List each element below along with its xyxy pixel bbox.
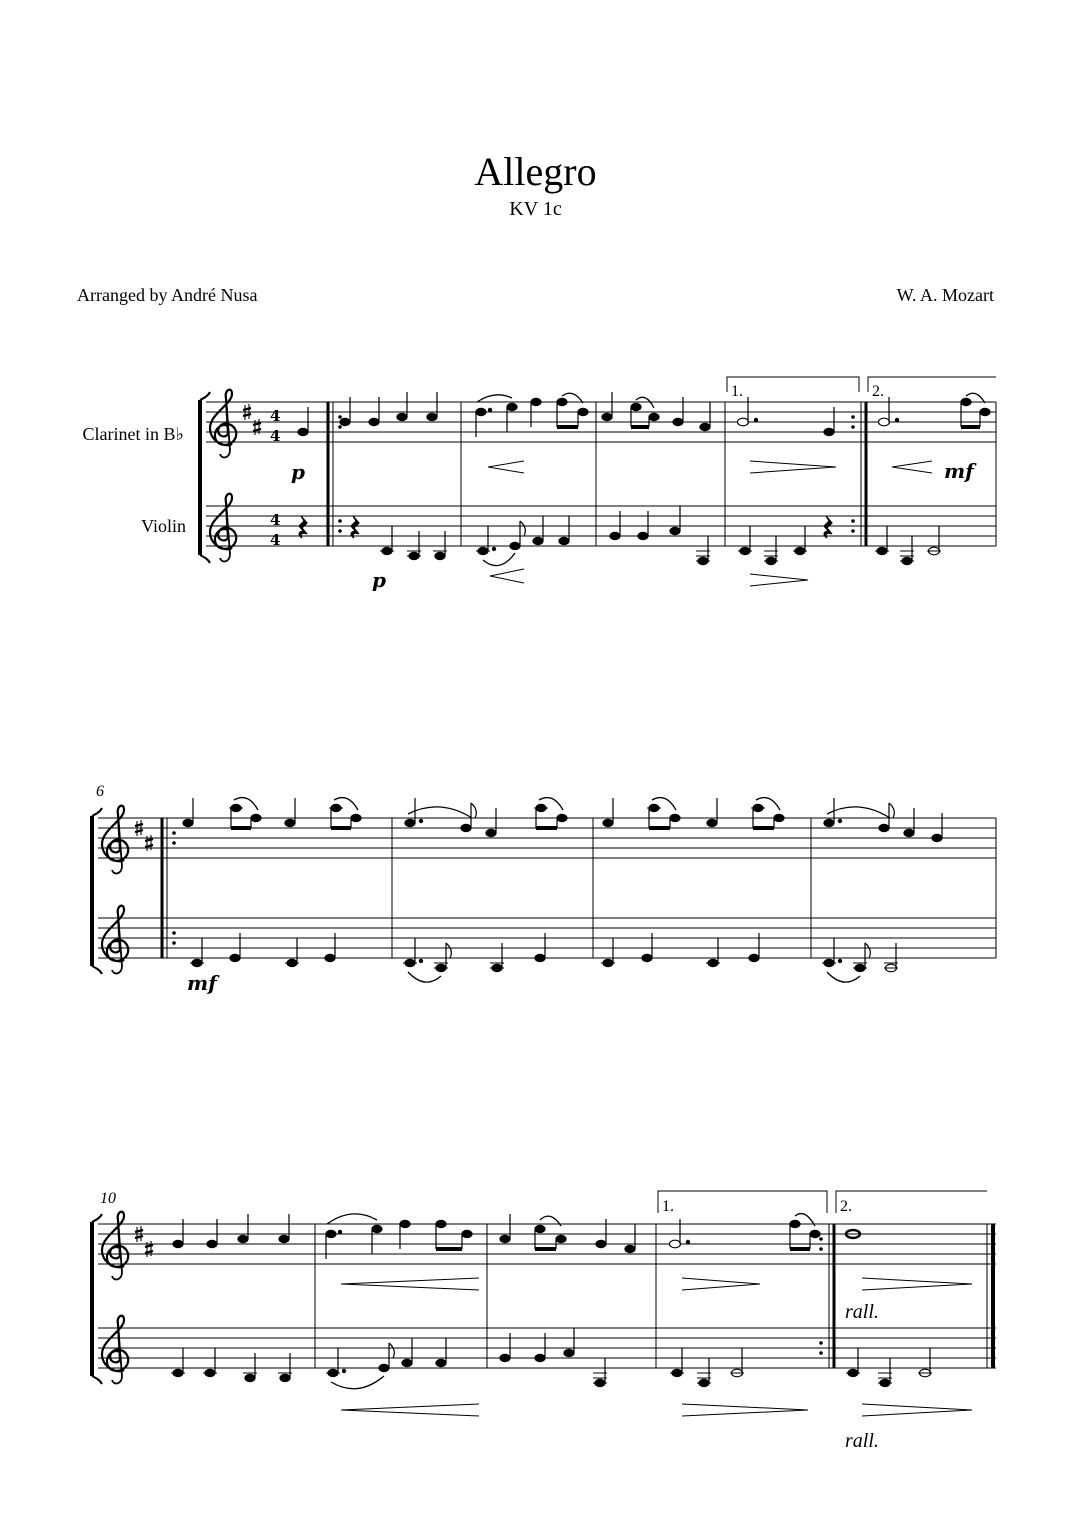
system-2	[92, 783, 996, 995]
dynamic-p-clarinet: p	[291, 460, 305, 484]
volta-2: 2.	[872, 383, 884, 400]
time-sig-top-violin: 4	[270, 511, 281, 529]
system-3	[92, 1190, 996, 1452]
measure-number-10: 10	[100, 1190, 116, 1207]
volta-1-end: 1.	[662, 1198, 674, 1215]
composer-credit: W. A. Mozart	[896, 285, 994, 305]
piece-title: Allegro	[474, 149, 597, 194]
rall-violin: rall.	[845, 1430, 879, 1452]
time-sig-bottom: 4	[270, 427, 281, 445]
volta-1: 1.	[731, 383, 743, 400]
instrument-label-clarinet: Clarinet in B♭	[82, 424, 184, 444]
volta-2-end: 2.	[840, 1198, 852, 1215]
dynamic-mf-violin: mf	[187, 971, 217, 995]
instrument-label-violin: Violin	[141, 516, 186, 536]
dynamic-p-violin: p	[372, 568, 386, 592]
time-sig-top: 4	[270, 407, 281, 425]
arranger-credit: Arranged by André Nusa	[77, 285, 258, 305]
measure-number-6: 6	[96, 783, 104, 800]
dynamic-mf-clarinet: mf	[944, 459, 974, 483]
system-1	[200, 377, 996, 592]
time-sig-bottom-violin: 4	[270, 531, 281, 549]
catalogue-number: KV 1c	[509, 198, 562, 220]
rall-clarinet: rall.	[845, 1301, 879, 1323]
